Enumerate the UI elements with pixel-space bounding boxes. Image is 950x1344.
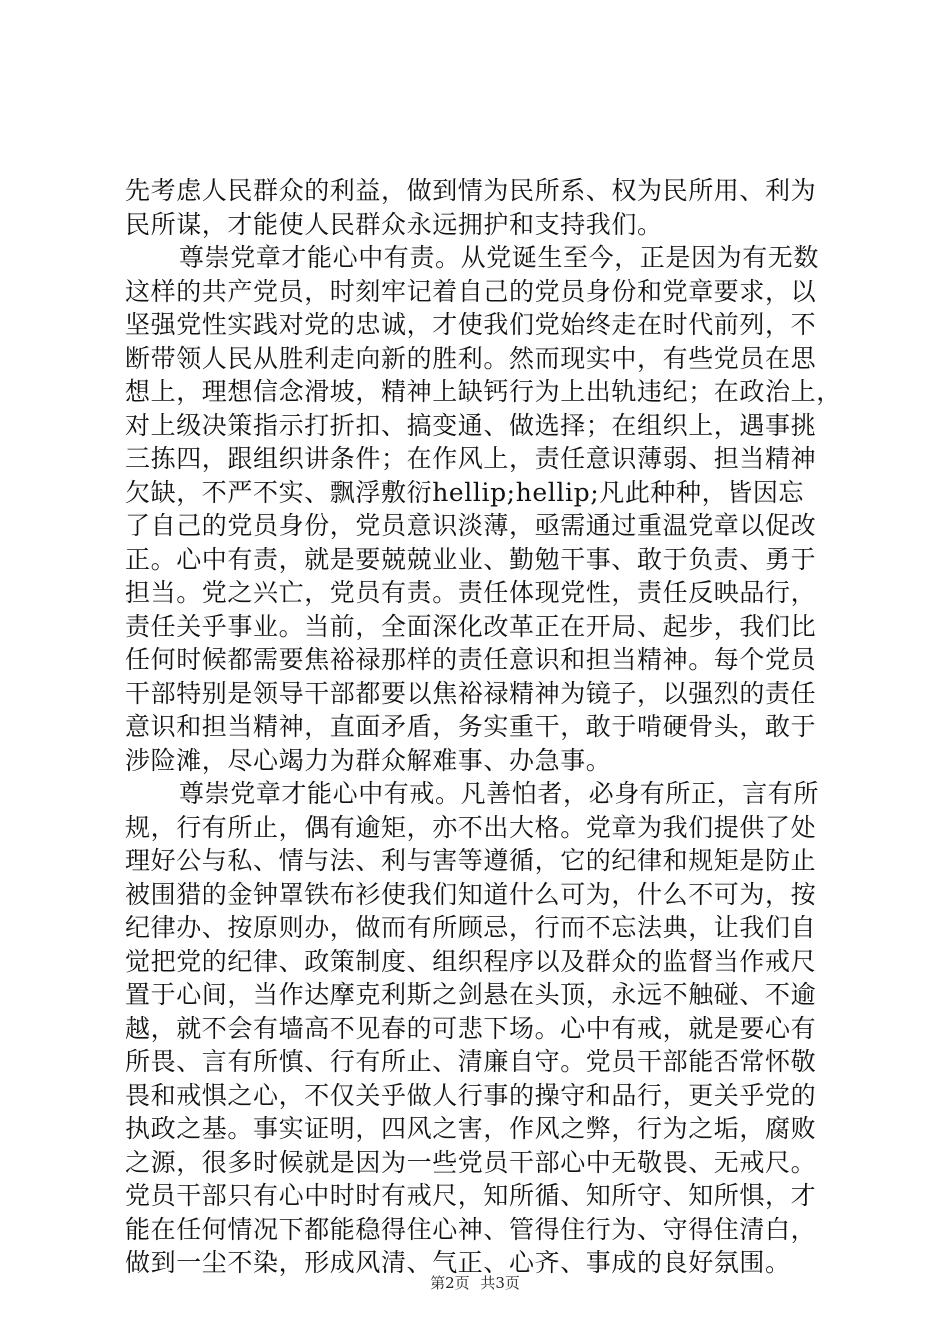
text-line: 欠缺，不严不实、飘浮敷衍hellip;hellip;凡此种种，皆因忘 (125, 477, 805, 507)
text-line: 意识和担当精神，直面矛盾，务实重干，敢于啃硬骨头，敢于 (125, 712, 817, 741)
text-line: 越，就不会有墙高不见春的可悲下场。心中有戒，就是要心有 (125, 1013, 817, 1043)
text-line: 觉把党的纪律、政策制度、组织程序以及群众的监督当作戒尺 (125, 946, 817, 976)
text-line: 做到一尘不染，形成风清、气正、心齐、事成的良好氛围。 (125, 1248, 791, 1277)
text-line: 这样的共产党员，时刻牢记着自己的党员身份和党章要求，以 (125, 276, 817, 306)
text-line: 干部特别是领导干部都要以焦裕禄精神为镜子，以强烈的责任 (125, 678, 817, 708)
page-number: 第2页 (430, 1274, 470, 1292)
text-line: 尊崇党章才能心中有责。从党诞生至今，正是因为有无数 (179, 243, 820, 272)
text-line: 之源，很多时候就是因为一些党员干部心中无敬畏、无戒尺。 (125, 1147, 817, 1177)
text-line: 任何时候都需要焦裕禄那样的责任意识和担当精神。每个党员 (125, 645, 817, 674)
text-line: 纪律办、按原则办，做而有所顾忌，行而不忘法典，让我们自 (125, 913, 817, 942)
text-line: 规，行有所止，偶有逾矩，亦不出大格。党章为我们提供了处 (125, 812, 817, 842)
text-line: 担当。党之兴亡，党员有责。责任体现党性，责任反映品行， (125, 578, 817, 607)
text-line: 民所谋，才能使人民群众永远拥护和支持我们。 (125, 209, 663, 239)
text-line: 先考虑人民群众的利益，做到情为民所系、权为民所用、利为 (125, 176, 817, 205)
text-line: 执政之基。事实证明，四风之害，作风之弊，行为之垢，腐败 (125, 1114, 817, 1143)
page-total: 共3页 (480, 1274, 520, 1292)
page-footer (0, 1272, 950, 1293)
text-line: 坚强党性实践对党的忠诚，才使我们党始终走在时代前列，不 (125, 310, 817, 339)
text-line: 党员干部只有心中时时有戒尺，知所循、知所守、知所惧，才 (125, 1181, 817, 1210)
text-line: 置于心间，当作达摩克利斯之剑悬在头顶，永远不触碰、不逾 (125, 980, 817, 1009)
text-line: 了自己的党员身份，党员意识淡薄，亟需通过重温党章以促改 (125, 511, 817, 540)
text-line: 被围猎的金钟罩铁布衫使我们知道什么可为，什么不可为，按 (125, 879, 817, 909)
text-line: 畏和戒惧之心，不仅关乎做人行事的操守和品行，更关乎党的 (125, 1080, 817, 1110)
text-line: 对上级决策指示打折扣、搞变通、做选择；在组织上，遇事挑 (125, 410, 817, 440)
text-line: 涉险滩，尽心竭力为群众解难事、办急事。 (125, 745, 612, 775)
text-line: 三拣四，跟组织讲条件；在作风上，责任意识薄弱、担当精神 (125, 444, 817, 473)
document-body (125, 174, 865, 1280)
text-line: 所畏、言有所慎、行有所止、清廉自守。党员干部能否常怀敬 (125, 1047, 817, 1076)
text-line: 尊崇党章才能心中有戒。凡善怕者，必身有所正，言有所 (179, 779, 820, 808)
text-line: 想上，理想信念滑坡，精神上缺钙行为上出轨违纪；在政治上， (125, 377, 842, 406)
text-line: 断带领人民从胜利走向新的胜利。然而现实中，有些党员在思 (125, 343, 817, 373)
text-line: 能在任何情况下都能稳得住心神、管得住行为、守得住清白， (125, 1214, 817, 1244)
text-line: 正。心中有责，就是要兢兢业业、勤勉干事、敢于负责、勇于 (125, 544, 817, 574)
text-line: 责任关乎事业。当前，全面深化改革正在开局、起步，我们比 (125, 611, 817, 641)
text-line: 理好公与私、情与法、利与害等遵循，它的纪律和规矩是防止 (125, 846, 817, 875)
